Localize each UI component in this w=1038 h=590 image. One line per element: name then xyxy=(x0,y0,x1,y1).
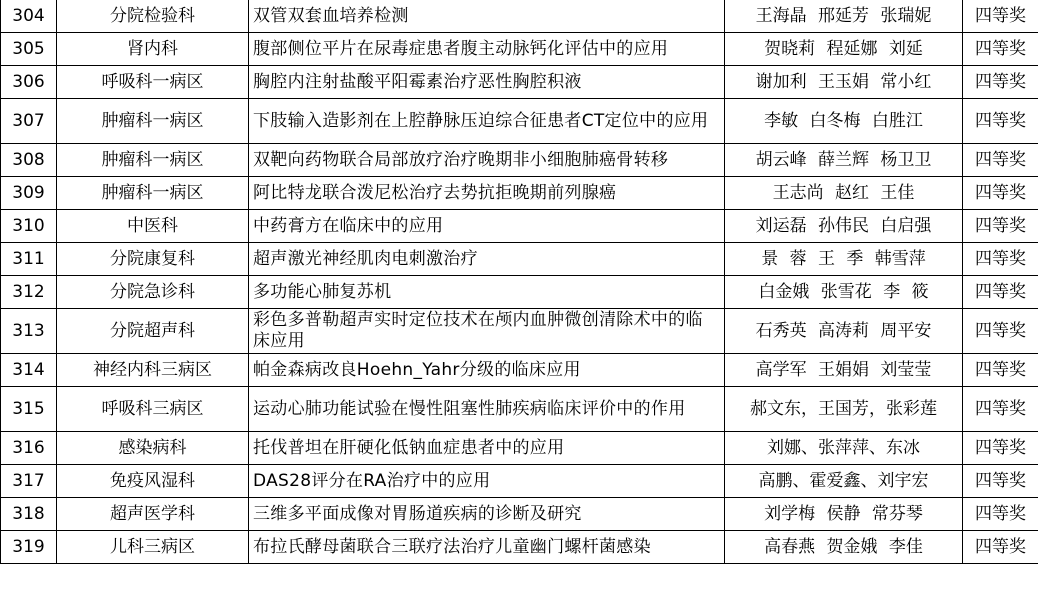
table-row xyxy=(1,354,1038,387)
authors: 王海晶 邢延芳 张瑞妮 xyxy=(725,0,963,33)
authors: 高学军 王娟娟 刘莹莹 xyxy=(725,354,963,387)
row-number: 306 xyxy=(1,66,57,99)
row-number: 315 xyxy=(1,387,57,432)
award-level: 四等奖 xyxy=(963,309,1038,354)
award-level: 四等奖 xyxy=(963,354,1038,387)
authors: 胡云峰 薛兰辉 杨卫卫 xyxy=(725,144,963,177)
award-level: 四等奖 xyxy=(963,531,1038,564)
authors: 高春燕 贺金娥 李佳 xyxy=(725,531,963,564)
department: 肿瘤科一病区 xyxy=(57,144,249,177)
award-level: 四等奖 xyxy=(963,99,1038,144)
authors: 刘学梅 侯静 常芬琴 xyxy=(725,498,963,531)
table-row xyxy=(1,66,1038,99)
authors: 刘娜、张萍萍、东冰 xyxy=(725,432,963,465)
row-number: 310 xyxy=(1,210,57,243)
table-row xyxy=(1,177,1038,210)
authors: 高鹏、霍爱鑫、刘宇宏 xyxy=(725,465,963,498)
table-row xyxy=(1,33,1038,66)
department: 呼吸科一病区 xyxy=(57,66,249,99)
row-number: 308 xyxy=(1,144,57,177)
department: 中医科 xyxy=(57,210,249,243)
department: 免疫风湿科 xyxy=(57,465,249,498)
authors: 贺晓莉 程延娜 刘延 xyxy=(725,33,963,66)
authors: 石秀英 高涛莉 周平安 xyxy=(725,309,963,354)
department: 感染病科 xyxy=(57,432,249,465)
authors: 刘运磊 孙伟民 白启强 xyxy=(725,210,963,243)
authors: 谢加利 王玉娟 常小红 xyxy=(725,66,963,99)
project-title: 双靶向药物联合局部放疗治疗晚期非小细胞肺癌骨转移 xyxy=(249,144,725,177)
department: 分院检验科 xyxy=(57,0,249,33)
row-number: 313 xyxy=(1,309,57,354)
project-title: 三维多平面成像对胃肠道疾病的诊断及研究 xyxy=(249,498,725,531)
department: 分院急诊科 xyxy=(57,276,249,309)
award-level: 四等奖 xyxy=(963,66,1038,99)
award-level: 四等奖 xyxy=(963,33,1038,66)
department: 分院超声科 xyxy=(57,309,249,354)
project-title: DAS28评分在RA治疗中的应用 xyxy=(249,465,725,498)
department: 儿科三病区 xyxy=(57,531,249,564)
project-title: 运动心肺功能试验在慢性阻塞性肺疾病临床评价中的作用 xyxy=(249,387,725,432)
table-row xyxy=(1,309,1038,354)
authors: 白金娥 张雪花 李 筱 xyxy=(725,276,963,309)
authors: 王志尚 赵红 王佳 xyxy=(725,177,963,210)
award-level: 四等奖 xyxy=(963,210,1038,243)
department: 肾内科 xyxy=(57,33,249,66)
project-title: 托伐普坦在肝硬化低钠血症患者中的应用 xyxy=(249,432,725,465)
project-title: 双管双套血培养检测 xyxy=(249,0,725,33)
table-row xyxy=(1,243,1038,276)
project-title: 多功能心肺复苏机 xyxy=(249,276,725,309)
row-number: 311 xyxy=(1,243,57,276)
award-level: 四等奖 xyxy=(963,432,1038,465)
award-level: 四等奖 xyxy=(963,0,1038,33)
project-title: 彩色多普勒超声实时定位技术在颅内血肿微创清除术中的临床应用 xyxy=(249,309,725,354)
award-level: 四等奖 xyxy=(963,498,1038,531)
project-title: 布拉氏酵母菌联合三联疗法治疗儿童幽门螺杆菌感染 xyxy=(249,531,725,564)
table-row xyxy=(1,498,1038,531)
department: 肿瘤科一病区 xyxy=(57,99,249,144)
row-number: 305 xyxy=(1,33,57,66)
row-number: 319 xyxy=(1,531,57,564)
department: 超声医学科 xyxy=(57,498,249,531)
row-number: 309 xyxy=(1,177,57,210)
project-title: 中药膏方在临床中的应用 xyxy=(249,210,725,243)
award-level: 四等奖 xyxy=(963,243,1038,276)
authors: 景 蓉 王 季 韩雪萍 xyxy=(725,243,963,276)
award-level: 四等奖 xyxy=(963,387,1038,432)
department: 分院康复科 xyxy=(57,243,249,276)
table-row xyxy=(1,531,1038,564)
row-number: 318 xyxy=(1,498,57,531)
project-title: 胸腔内注射盐酸平阳霉素治疗恶性胸腔积液 xyxy=(249,66,725,99)
table-row xyxy=(1,210,1038,243)
row-number: 316 xyxy=(1,432,57,465)
department: 肿瘤科一病区 xyxy=(57,177,249,210)
award-level: 四等奖 xyxy=(963,465,1038,498)
table-row xyxy=(1,465,1038,498)
department: 呼吸科三病区 xyxy=(57,387,249,432)
row-number: 307 xyxy=(1,99,57,144)
authors: 郝文东，王国芳，张彩莲 xyxy=(725,387,963,432)
table-row xyxy=(1,0,1038,33)
row-number: 314 xyxy=(1,354,57,387)
project-title: 帕金森病改良Hoehn_Yahr分级的临床应用 xyxy=(249,354,725,387)
project-title: 腹部侧位平片在尿毒症患者腹主动脉钙化评估中的应用 xyxy=(249,33,725,66)
row-number: 312 xyxy=(1,276,57,309)
authors: 李敏 白冬梅 白胜江 xyxy=(725,99,963,144)
table-row xyxy=(1,99,1038,144)
award-level: 四等奖 xyxy=(963,177,1038,210)
department: 神经内科三病区 xyxy=(57,354,249,387)
project-title: 超声激光神经肌肉电刺激治疗 xyxy=(249,243,725,276)
table-row xyxy=(1,144,1038,177)
project-title: 阿比特龙联合泼尼松治疗去势抗拒晚期前列腺癌 xyxy=(249,177,725,210)
award-level: 四等奖 xyxy=(963,276,1038,309)
row-number: 304 xyxy=(1,0,57,33)
award-level: 四等奖 xyxy=(963,144,1038,177)
table-row xyxy=(1,276,1038,309)
table-row xyxy=(1,387,1038,432)
row-number: 317 xyxy=(1,465,57,498)
project-title: 下肢输入造影剂在上腔静脉压迫综合征患者CT定位中的应用 xyxy=(249,99,725,144)
table-row xyxy=(1,432,1038,465)
